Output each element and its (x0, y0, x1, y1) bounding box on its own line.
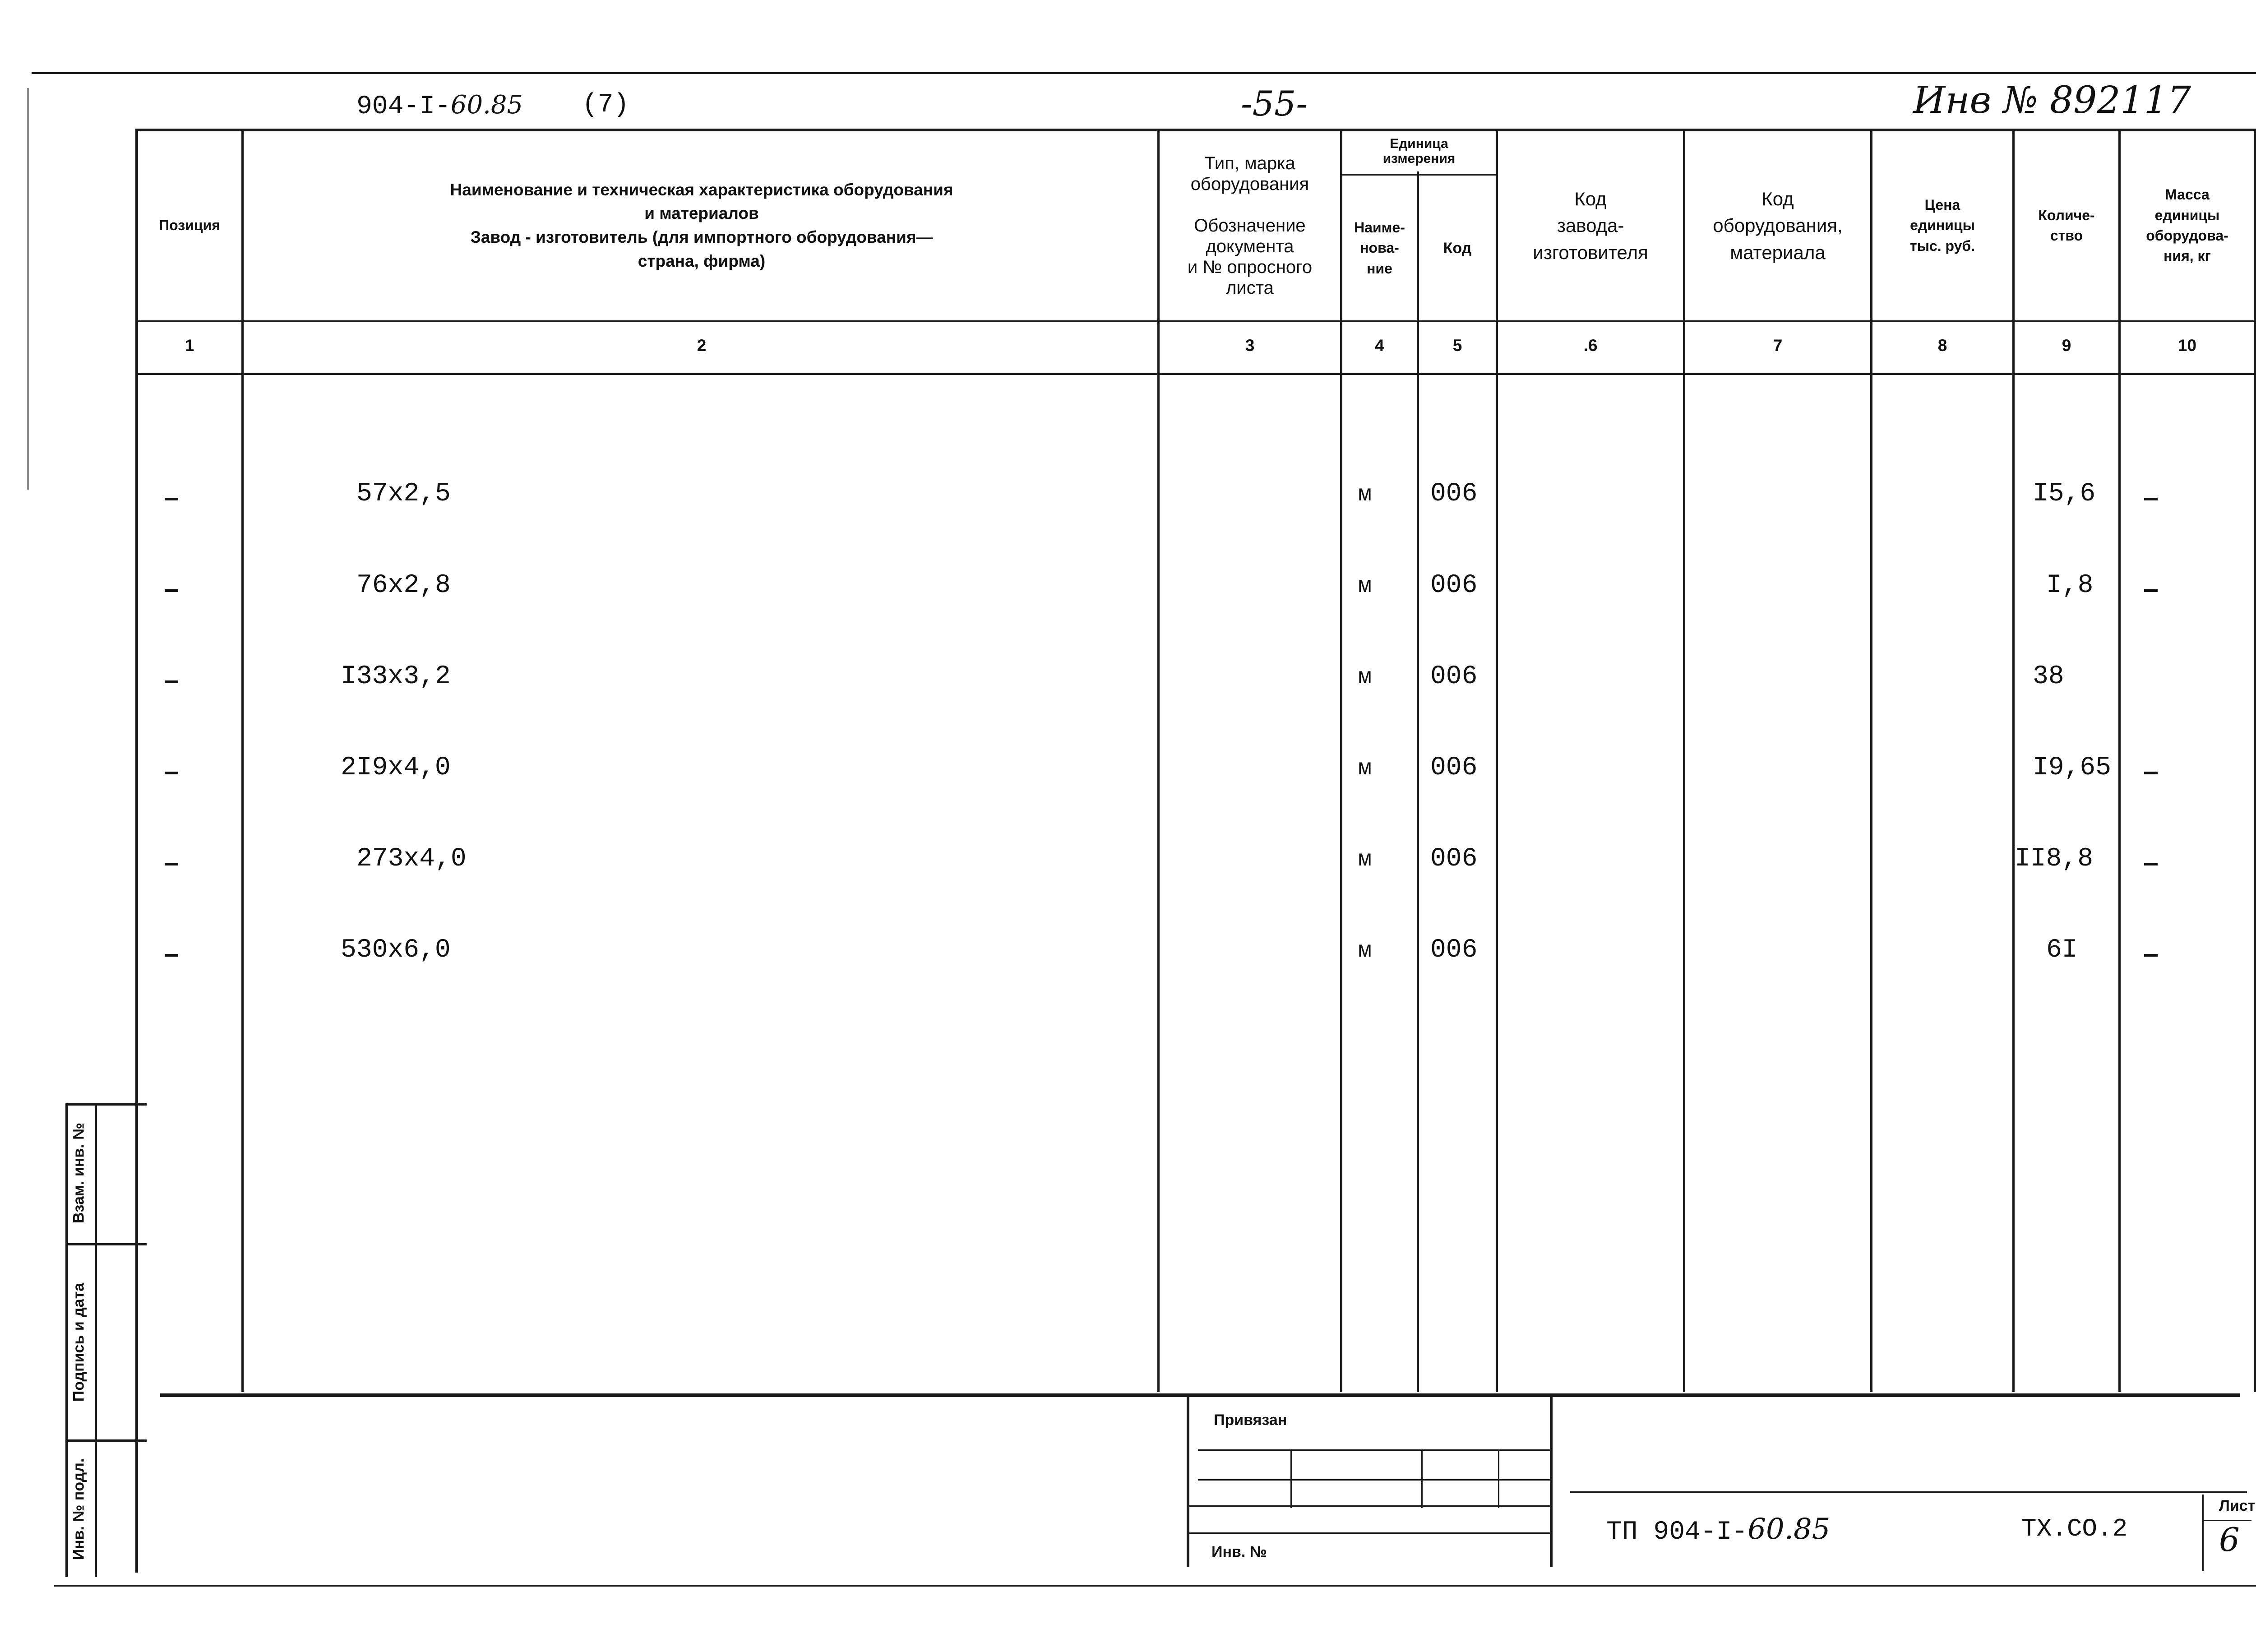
row-quantity: 6I (2046, 935, 2078, 965)
side-stamp-right (95, 1103, 97, 1577)
row-unit-name: м (1358, 574, 1372, 599)
row-mass-dash (2144, 863, 2158, 865)
col-number-5: 5 (1452, 336, 1462, 355)
row-mass-dash (2144, 589, 2158, 592)
privyazan-box-right (1550, 1395, 1553, 1567)
header-name-label: Наименование и техническая характеристика оборудования и материалов Завод - изготовитель (для импортного оборудования— страна, фирма) (450, 180, 953, 270)
header-unit-code (1419, 176, 1496, 320)
row-name: 57x2,5 (356, 479, 451, 509)
col-number-9: 9 (2062, 336, 2071, 355)
header-quantity-label: Количе- ство (2038, 207, 2095, 244)
title-block-top-line (160, 1393, 2240, 1397)
header-equipment-code (1685, 131, 1870, 320)
footer-document-code (1606, 1513, 1830, 1547)
row-unit-name: м (1358, 938, 1372, 964)
privyazan-div-2 (1421, 1449, 1423, 1508)
privyazan-line-3 (1189, 1505, 1550, 1507)
col-number-1: 1 (185, 336, 194, 355)
row-mass-dash (2144, 498, 2158, 500)
footer-inv-label: Инв. № (1211, 1543, 1267, 1560)
row-quantity: 38 (2033, 662, 2064, 691)
row-unit-name: м (1358, 482, 1372, 508)
side-label-signature-date: Подпись и дата (70, 1282, 88, 1402)
unit-group-underline (1340, 174, 1498, 176)
row-quantity: I9,65 (2033, 753, 2112, 782)
col-number-7: 7 (1773, 336, 1783, 355)
privyazan-box-left (1187, 1395, 1189, 1567)
row-unit-name: м (1358, 665, 1372, 690)
header-price (1872, 131, 2012, 320)
footer-sheet-number: 6 (2219, 1521, 2240, 1559)
row-position-dash (165, 954, 178, 957)
row-name: 530x6,0 (341, 935, 451, 965)
row-unit-code: 006 (1430, 935, 1478, 965)
document-code (356, 90, 523, 121)
header-unit-code-label: Код (1443, 239, 1472, 257)
privyazan-line-4 (1189, 1532, 1550, 1534)
row-quantity: I,8 (2046, 571, 2094, 600)
col-number-10: 10 (2177, 336, 2197, 355)
row-unit-name: м (1358, 847, 1372, 873)
row-name: 2I9x4,0 (341, 753, 451, 782)
row-position-dash (165, 680, 178, 683)
header-mass-label: Масса единицы оборудова- ния, кг (2146, 186, 2228, 264)
row-mass-dash (2144, 954, 2158, 957)
side-stamp-left (65, 1103, 68, 1577)
table-right-border (2254, 129, 2256, 1392)
privyazan-div-3 (1498, 1449, 1499, 1508)
header-factory-code (1498, 131, 1683, 320)
row-unit-code: 006 (1430, 571, 1478, 600)
frame-bottom-line (54, 1585, 2256, 1587)
col-number-8: 8 (1937, 336, 1947, 355)
row-name: 76x2,8 (356, 571, 451, 600)
header-unit-group (1342, 131, 1496, 171)
document-code-printed: 904-I- (356, 92, 451, 121)
row-position-dash (165, 589, 178, 592)
header-price-label: Цена единицы тыс. руб. (1909, 196, 1975, 254)
row-position-dash (165, 863, 178, 865)
header-unit-group-label: Единица измерения (1382, 136, 1456, 166)
header-type-label: Тип, марка оборудования Обозначение документа и № опросного листа (1187, 153, 1313, 298)
row-mass-dash (2144, 772, 2158, 774)
header-position-label: Позиция (159, 217, 220, 234)
header-equipment-code-label: Код оборудования, материала (1713, 188, 1843, 263)
col-number-4: 4 (1375, 336, 1384, 355)
col-divider-1 (241, 129, 244, 1392)
privyazan-div-1 (1290, 1449, 1292, 1508)
frame-left-line (27, 88, 29, 490)
number-row-bottom-line (138, 373, 2254, 375)
row-quantity: I5,6 (2033, 479, 2096, 509)
side-label-replaced-inv: Взам. инв. № (70, 1122, 88, 1224)
header-unit-name (1342, 176, 1417, 320)
sheet-box-left (2202, 1495, 2204, 1571)
col-number-6: .6 (1583, 336, 1598, 355)
footer-doc-code-handwritten: 60.85 (1747, 1513, 1831, 1546)
row-unit-code: 006 (1430, 662, 1478, 691)
row-quantity: II8,8 (2015, 844, 2094, 874)
header-position (138, 131, 241, 320)
row-unit-name: м (1358, 756, 1372, 782)
row-name: 273x4,0 (356, 844, 467, 874)
row-position-dash (165, 772, 178, 774)
stamp-top-line (1570, 1491, 2247, 1493)
privyazan-line-2 (1198, 1479, 1550, 1481)
privyazan-line-1 (1198, 1449, 1550, 1451)
header-factory-code-label: Код завода- изготовителя (1533, 188, 1648, 263)
footer-doc-code-printed: ТП 904-I- (1606, 1518, 1748, 1547)
header-name (246, 131, 1157, 320)
header-type (1160, 131, 1340, 320)
col-number-2: 2 (697, 336, 707, 355)
row-name: I33x3,2 (341, 662, 451, 691)
row-position-dash (165, 498, 178, 500)
footer-section-code: ТХ.СО.2 (2021, 1514, 2128, 1543)
inventory-number: Инв № 892117 (1913, 79, 2191, 122)
sheet-suffix: (7) (582, 90, 629, 120)
header-unit-name-label: Наиме- нова- ние (1354, 219, 1405, 277)
col-number-3: 3 (1245, 336, 1255, 355)
privyazan-label: Привязан (1214, 1411, 1287, 1429)
header-bottom-line (138, 320, 2254, 322)
header-mass (2121, 131, 2254, 320)
frame-top-line (32, 72, 2256, 74)
page-number: -55- (1241, 83, 1308, 124)
footer-sheet-label: Лист (2219, 1497, 2256, 1514)
document-code-handwritten: 60.85 (450, 90, 523, 120)
row-unit-code: 006 (1430, 479, 1478, 509)
side-label-original-inv: Инв. № подл. (70, 1458, 88, 1560)
header-quantity (2015, 131, 2118, 320)
row-unit-code: 006 (1430, 844, 1478, 874)
row-unit-code: 006 (1430, 753, 1478, 782)
